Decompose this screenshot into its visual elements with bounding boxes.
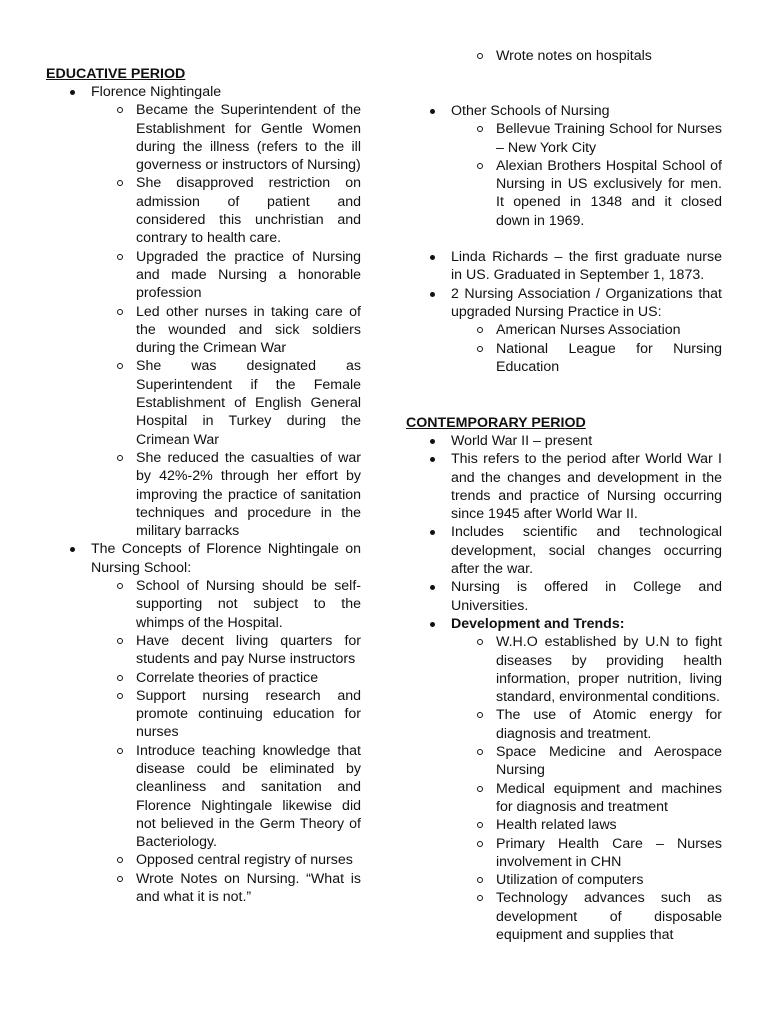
list-item: School of Nursing should be self-supporting not subject to the whimps of the Hospital. xyxy=(136,578,361,631)
list-item xyxy=(451,450,722,523)
list-item: She disapproved restriction on admission of patient and considered this unchristian and contrary to health care. xyxy=(136,175,361,247)
list-item-text: Includes scientific and technological development, social changes occurring after the war. xyxy=(451,524,722,578)
list-item: Introduce teaching knowledge that disease could be eliminated by cleanliness and sanitation and Florence Nightingale likewise did not believed in the Germ Theory of Bacteriology. xyxy=(136,742,361,851)
list-item-text: Nursing is offered in College and Universities. xyxy=(451,579,722,614)
other-schools-sublist xyxy=(496,120,722,230)
list-item: Led other nurses in taking care of the wounded and sick soldiers during the Crimean War xyxy=(136,303,361,357)
concepts-label: The Concepts of Florence Nightingale on Nursing School: xyxy=(91,541,361,576)
list-item xyxy=(451,578,722,615)
list-item-florence xyxy=(91,83,361,540)
list-item xyxy=(451,523,722,578)
list-item: Support nursing research and promote continuing education for nurses xyxy=(136,687,361,741)
list-item: The use of Atomic energy for diagnosis and treatment. xyxy=(496,707,722,742)
list-item: Upgraded the practice of Nursing and made Nursing a honorable profession xyxy=(136,248,361,302)
list-item: Wrote Notes on Nursing. “What is and what it is not.” xyxy=(136,870,361,906)
educative-list xyxy=(91,83,361,906)
concepts-sublist xyxy=(136,577,361,906)
list-item: Space Medicine and Aerospace Nursing xyxy=(496,744,722,779)
development-label: Development and Trends: xyxy=(451,615,625,632)
linda-text: Linda Richards – the first graduate nurse in US. Graduated in September 1, 1873. xyxy=(451,249,722,284)
list-item: Health related laws xyxy=(496,816,722,834)
contemporary-list xyxy=(451,432,722,944)
list-item: Opposed central registry of nurses xyxy=(136,851,361,869)
associations-sublist xyxy=(496,321,722,376)
list-item-associations xyxy=(451,285,722,376)
list-item: Correlate theories of practice xyxy=(136,669,361,687)
list-item: Medical equipment and machines for diagnosis and treatment xyxy=(496,780,722,815)
list-item-development xyxy=(451,615,722,944)
list-item xyxy=(451,432,722,450)
list-item: American Nurses Association xyxy=(496,321,722,339)
list-item: W.H.O established by U.N to fight diseases by providing health information, proper nutrition, living standard, environmental conditions. xyxy=(496,634,722,706)
florence-label: Florence Nightingale xyxy=(91,84,222,100)
list-item-concepts xyxy=(91,540,361,906)
list-item: Wrote notes on hospitals xyxy=(496,47,722,65)
list-item-other-schools xyxy=(451,102,722,230)
list-item: She was designated as Superintendent if the Female Establishment of English General Hospital in Turkey during the Crimean War xyxy=(136,358,361,448)
list-item: National League for Nursing Education xyxy=(496,340,722,375)
educative-period-heading: EDUCATIVE PERIOD xyxy=(46,66,186,82)
list-item: Have decent living quarters for students and pay Nurse instructors xyxy=(136,632,361,668)
list-item-linda xyxy=(451,248,722,285)
list-item: Primary Health Care – Nurses involvement in CHN xyxy=(496,835,722,870)
contemporary-period-heading: CONTEMPORARY PERIOD xyxy=(406,415,586,431)
associations-label: 2 Nursing Association / Organizations that upgraded Nursing Practice in US: xyxy=(451,285,722,320)
other-schools-label: Other Schools of Nursing xyxy=(451,103,610,119)
spacer xyxy=(451,230,722,248)
florence-sublist xyxy=(136,101,361,540)
list-item-text: This refers to the period after World War I and the changes and development in the trends and practice of Nursing occurring since 1945 after World War II. xyxy=(451,451,722,523)
list-item: Technology advances such as development of disposable equipment and supplies that xyxy=(496,890,722,944)
development-sublist xyxy=(496,633,722,944)
list-item: Became the Superintendent of the Establishment for Gentle Women during the illness (refers to the ill governess or instructors of Nursing) xyxy=(136,102,361,174)
list-item: Bellevue Training School for Nurses – New York City xyxy=(496,121,722,156)
list-item: Alexian Brothers Hospital School of Nursing in US exclusively for men. It opened in 1348 and it closed down in 1969. xyxy=(496,157,722,229)
top-sublist xyxy=(496,47,722,65)
schools-list xyxy=(451,102,722,376)
list-item: Utilization of computers xyxy=(496,871,722,889)
list-item-text: World War II – present xyxy=(451,433,593,449)
list-item: She reduced the casualties of war by 42%-2% through her effort by improving the practice of sanitation techniques and procedure in the military barracks xyxy=(136,449,361,540)
